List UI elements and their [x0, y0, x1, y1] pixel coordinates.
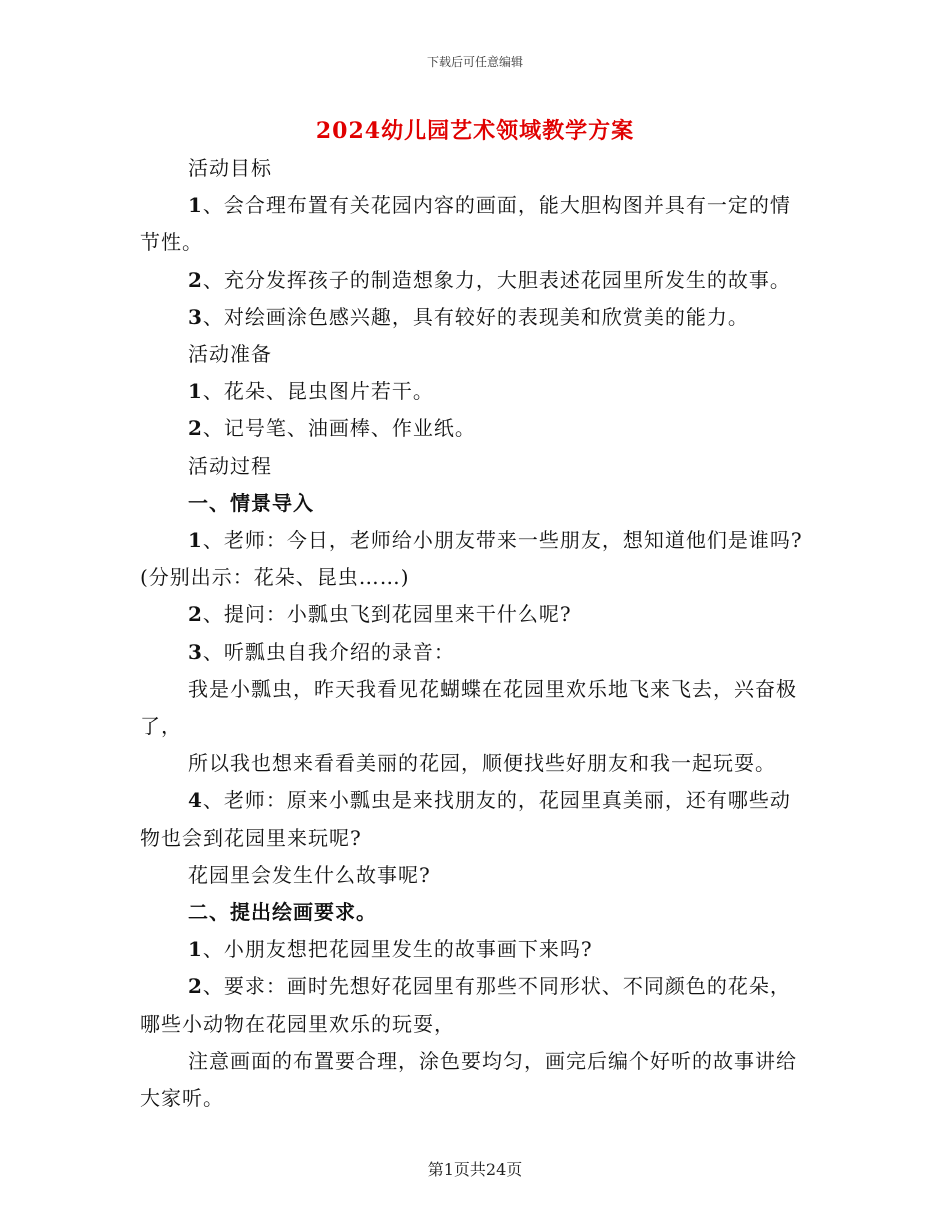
requirement-item: 1、小朋友想把花园里发生的故事画下来吗? — [188, 937, 593, 962]
recording-text: 所以我也想来看看美丽的花园，顺便找些好朋友和我一起玩耍。 — [188, 751, 776, 776]
document-title: 2024幼儿园艺术领域教学方案 — [315, 118, 635, 144]
subsection-heading-requirements: 二、提出绘画要求。 — [188, 900, 377, 925]
preparation-item: 2、记号笔、油画棒、作业纸。 — [188, 416, 476, 441]
section-heading-preparation: 活动准备 — [188, 342, 272, 367]
paragraph: 注意画面的布置要合理，涂色要均匀，画完后编个好听的故事讲给大家听。 — [140, 1048, 797, 1111]
page-footer: 第1页共24页 — [427, 1160, 523, 1179]
process-item: 4、老师：原来小瓢虫是来找朋友的，花园里真美丽，还有哪些动物也会到花园里来玩呢? — [140, 788, 791, 850]
subsection-heading-intro: 一、情景导入 — [188, 490, 314, 515]
document-body — [140, 150, 810, 1117]
section-heading-goals: 活动目标 — [188, 156, 272, 180]
process-item: 3、听瓢虫自我介绍的录音： — [188, 639, 455, 664]
requirement-item: 2、要求：画时先想好花园里有那些不同形状、不同颜色的花朵，哪些小动物在花园里欢乐的玩耍， — [140, 974, 791, 1036]
section-heading-process: 活动过程 — [188, 453, 272, 478]
paragraph: 花园里会发生什么故事呢? — [188, 862, 431, 887]
header-note: 下载后可任意编辑 — [426, 55, 523, 69]
recording-text: 我是小瓢虫，昨天我看见花蝴蝶在花园里欢乐地飞来飞去，兴奋极了， — [140, 676, 797, 739]
goal-item: 1、会合理布置有关花园内容的画面，能大胆构图并具有一定的情节性。 — [140, 193, 791, 255]
process-item: 2、提问：小瓢虫飞到花园里来干什么呢? — [188, 602, 572, 627]
preparation-item: 1、花朵、昆虫图片若干。 — [188, 379, 434, 404]
goal-item: 2、充分发挥孩子的制造想象力，大胆表述花园里所发生的故事。 — [188, 267, 791, 292]
goal-item: 3、对绘画涂色感兴趣，具有较好的表现美和欣赏美的能力。 — [188, 304, 749, 329]
process-item: 1、老师：今日，老师给小朋友带来一些朋友，想知道他们是谁吗?(分别出示：花朵、昆虫……) — [140, 528, 803, 590]
